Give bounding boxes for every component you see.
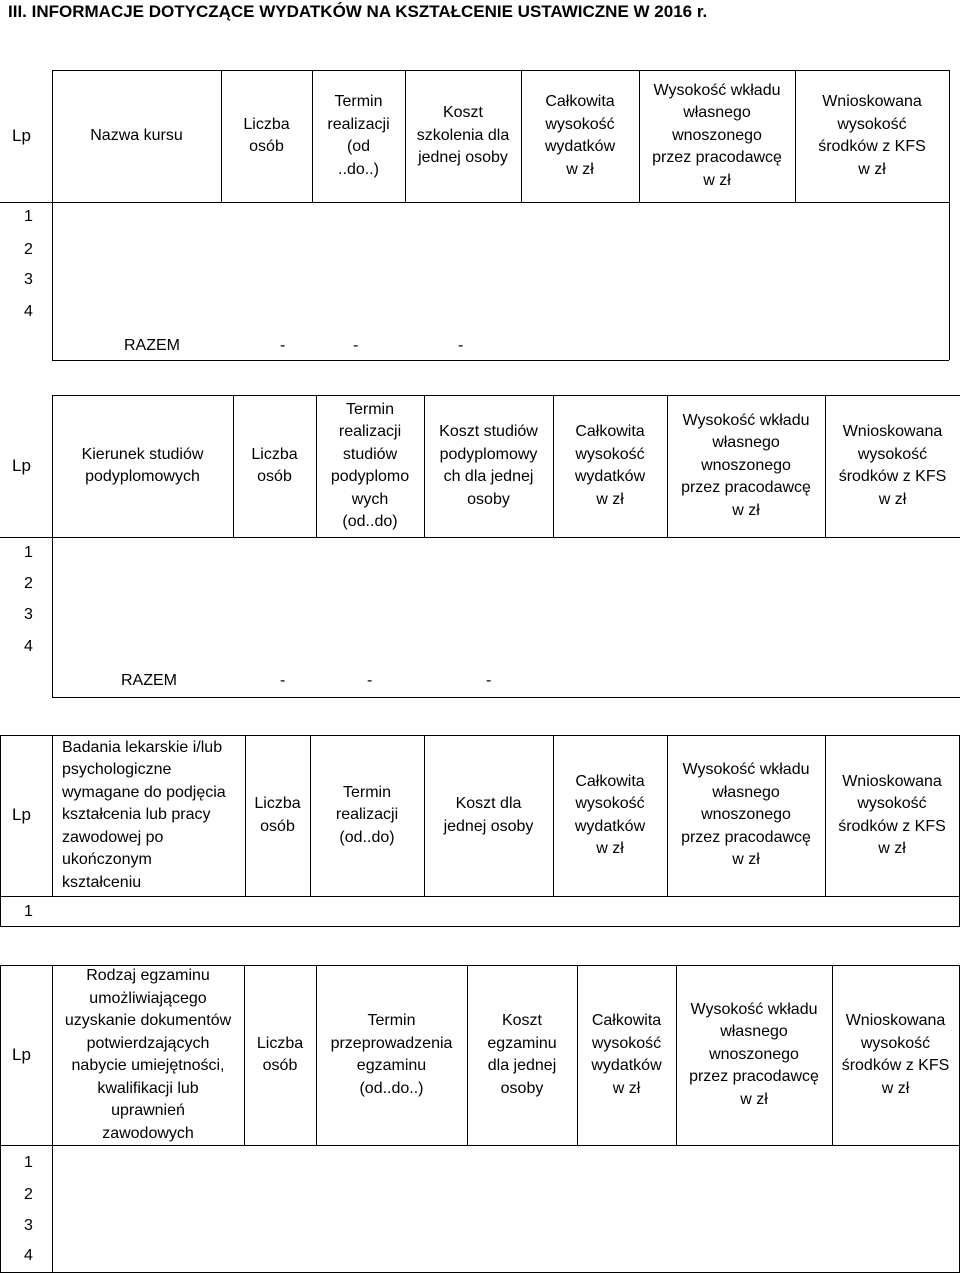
row-number: 4: [24, 638, 33, 655]
header-lp: Lp: [12, 455, 31, 475]
row-number: 3: [24, 606, 33, 623]
header-total-cost: Całkowita wysokość wydatków w zł: [574, 423, 646, 508]
header-lp: Lp: [12, 1044, 31, 1064]
header-exam-type: Rodzaj egzaminu umożliwiającego uzyskanie dokumentów potwierdzających nabycie umiejętności, kwalifikacji lub uprawnień zawodowych: [64, 967, 232, 1142]
header-exam-cost-per-person: Koszt egzaminu dla jednej osoby: [487, 1012, 557, 1097]
header-lp: Lp: [12, 125, 31, 145]
row-number: 1: [24, 544, 33, 561]
header-course-name: Nazwa kursu: [90, 126, 183, 144]
total-dash: -: [280, 672, 286, 689]
total-dash: -: [367, 672, 373, 689]
header-requested-kfs: Wnioskowana wysokość środków z KFS w zł: [838, 423, 947, 508]
header-cost-per-person: Koszt dla jednej osoby: [443, 795, 534, 835]
row-number: 4: [24, 1247, 33, 1264]
header-requested-kfs: Wnioskowana wysokość środków z KFS w zł: [838, 772, 946, 857]
row-number: 2: [24, 575, 33, 592]
header-total-cost: Całkowita wysokość wydatków w zł: [544, 93, 616, 178]
header-participants: Liczba osób: [251, 445, 298, 485]
header-dates: Termin realizacji studiów podyplomo wych (od..do): [330, 400, 410, 530]
header-employer-contribution: Wysokość wkładu własnego wnoszonego przez pracodawcę w zł: [681, 411, 811, 519]
row-number: 1: [24, 1154, 33, 1171]
total-dash: -: [280, 337, 286, 354]
header-requested-kfs: Wnioskowana wysokość środków z KFS w zł: [841, 1012, 950, 1097]
row-number: 2: [24, 241, 33, 258]
header-participants: Liczba osób: [256, 1034, 304, 1074]
header-exam-dates: Termin przeprowadzenia egzaminu (od..do..): [330, 1012, 453, 1097]
total-label: RAZEM: [121, 672, 177, 689]
total-dash: -: [353, 337, 359, 354]
row-number: 4: [24, 303, 33, 320]
header-cost-per-person: Koszt szkolenia dla jednej osoby: [416, 104, 510, 167]
header-study-field: Kierunek studiów podyplomowych: [81, 445, 204, 485]
header-requested-kfs: Wnioskowana wysokość środków z KFS w zł: [818, 93, 926, 178]
header-total-cost: Całkowita wysokość wydatków w zł: [591, 1012, 662, 1097]
page-heading: III. INFORMACJE DOTYCZĄCE WYDATKÓW NA KSZTAŁCENIE USTAWICZNE W 2016 r.: [8, 2, 708, 21]
header-total-cost: Całkowita wysokość wydatków w zł: [574, 772, 646, 857]
row-number: 2: [24, 1186, 33, 1203]
header-participants: Liczba osób: [254, 795, 301, 835]
row-number: 1: [24, 208, 33, 225]
header-employer-contribution: Wysokość wkładu własnego wnoszonego przez pracodawcę w zł: [652, 81, 782, 189]
header-dates: Termin realizacji (od ..do..): [327, 93, 390, 178]
header-cost-per-person: Koszt studiów podyplomowy ch dla jednej osoby: [439, 423, 538, 508]
total-dash: -: [486, 672, 492, 689]
row-number: 1: [24, 903, 33, 920]
total-dash: -: [458, 337, 464, 354]
header-participants: Liczba osób: [243, 115, 290, 155]
total-label: RAZEM: [124, 337, 180, 354]
header-medical-exams: Badania lekarskie i/lub psychologiczne wymagane do podjęcia kształcenia lub pracy zawodowej po ukończonym kształceniu: [62, 738, 226, 891]
header-lp: Lp: [12, 805, 31, 825]
row-number: 3: [24, 1217, 33, 1234]
header-dates: Termin realizacji (od..do): [335, 783, 399, 846]
header-employer-contribution: Wysokość wkładu własnego wnoszonego przez pracodawcę w zł: [689, 1000, 819, 1108]
header-employer-contribution: Wysokość wkładu własnego wnoszonego przez pracodawcę w zł: [681, 761, 811, 869]
row-number: 3: [24, 271, 33, 288]
